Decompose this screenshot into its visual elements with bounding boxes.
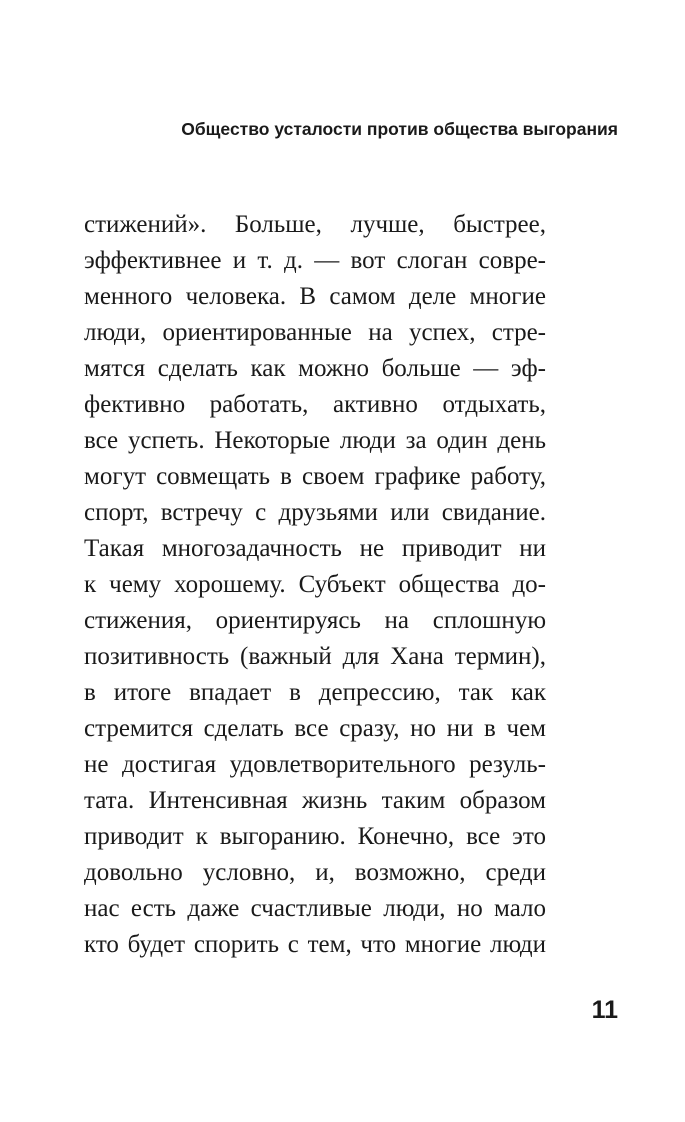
page-number: 11 <box>591 996 618 1024</box>
text-line: позитивность (важный для Хана термин), <box>84 643 546 670</box>
text-line: стижения, ориентируясь на сплошную <box>84 607 546 634</box>
running-header: Общество усталости против общества выгорания <box>181 119 618 139</box>
text-line: люди, ориентированные на успех, стре- <box>84 319 546 346</box>
text-line: к чему хорошему. Субъект общества до- <box>84 571 546 598</box>
text-line: все успеть. Некоторые люди за один день <box>84 427 546 454</box>
text-line: приводит к выгоранию. Конечно, все это <box>84 823 546 850</box>
text-line: кто будет спорить с тем, что многие люди <box>84 931 546 958</box>
text-line: мятся сделать как можно больше — эф- <box>84 355 546 382</box>
text-line: стижений». Больше, лучше, быстрее, <box>84 211 546 238</box>
text-line: менного человека. В самом деле многие <box>84 283 546 310</box>
text-line: стремится сделать все сразу, но ни в чем <box>84 715 546 742</box>
text-line: фективно работать, активно отдыхать, <box>84 391 546 418</box>
text-line: нас есть даже счастливые люди, но мало <box>84 895 546 922</box>
text-line: могут совмещать в своем графике работу, <box>84 463 546 490</box>
text-line: в итоге впадает в депрессию, так как <box>84 679 546 706</box>
text-line: довольно условно, и, возможно, среди <box>84 859 546 886</box>
body-text <box>84 207 546 963</box>
text-line: не достигая удовлетворительного резуль- <box>84 751 546 778</box>
text-line: спорт, встречу с друзьями или свидание. <box>84 499 546 526</box>
text-line: тата. Интенсивная жизнь таким образом <box>84 787 546 814</box>
text-line: Такая многозадачность не приводит ни <box>84 535 546 562</box>
text-line: эффективнее и т. д. — вот слоган совре- <box>84 247 546 274</box>
